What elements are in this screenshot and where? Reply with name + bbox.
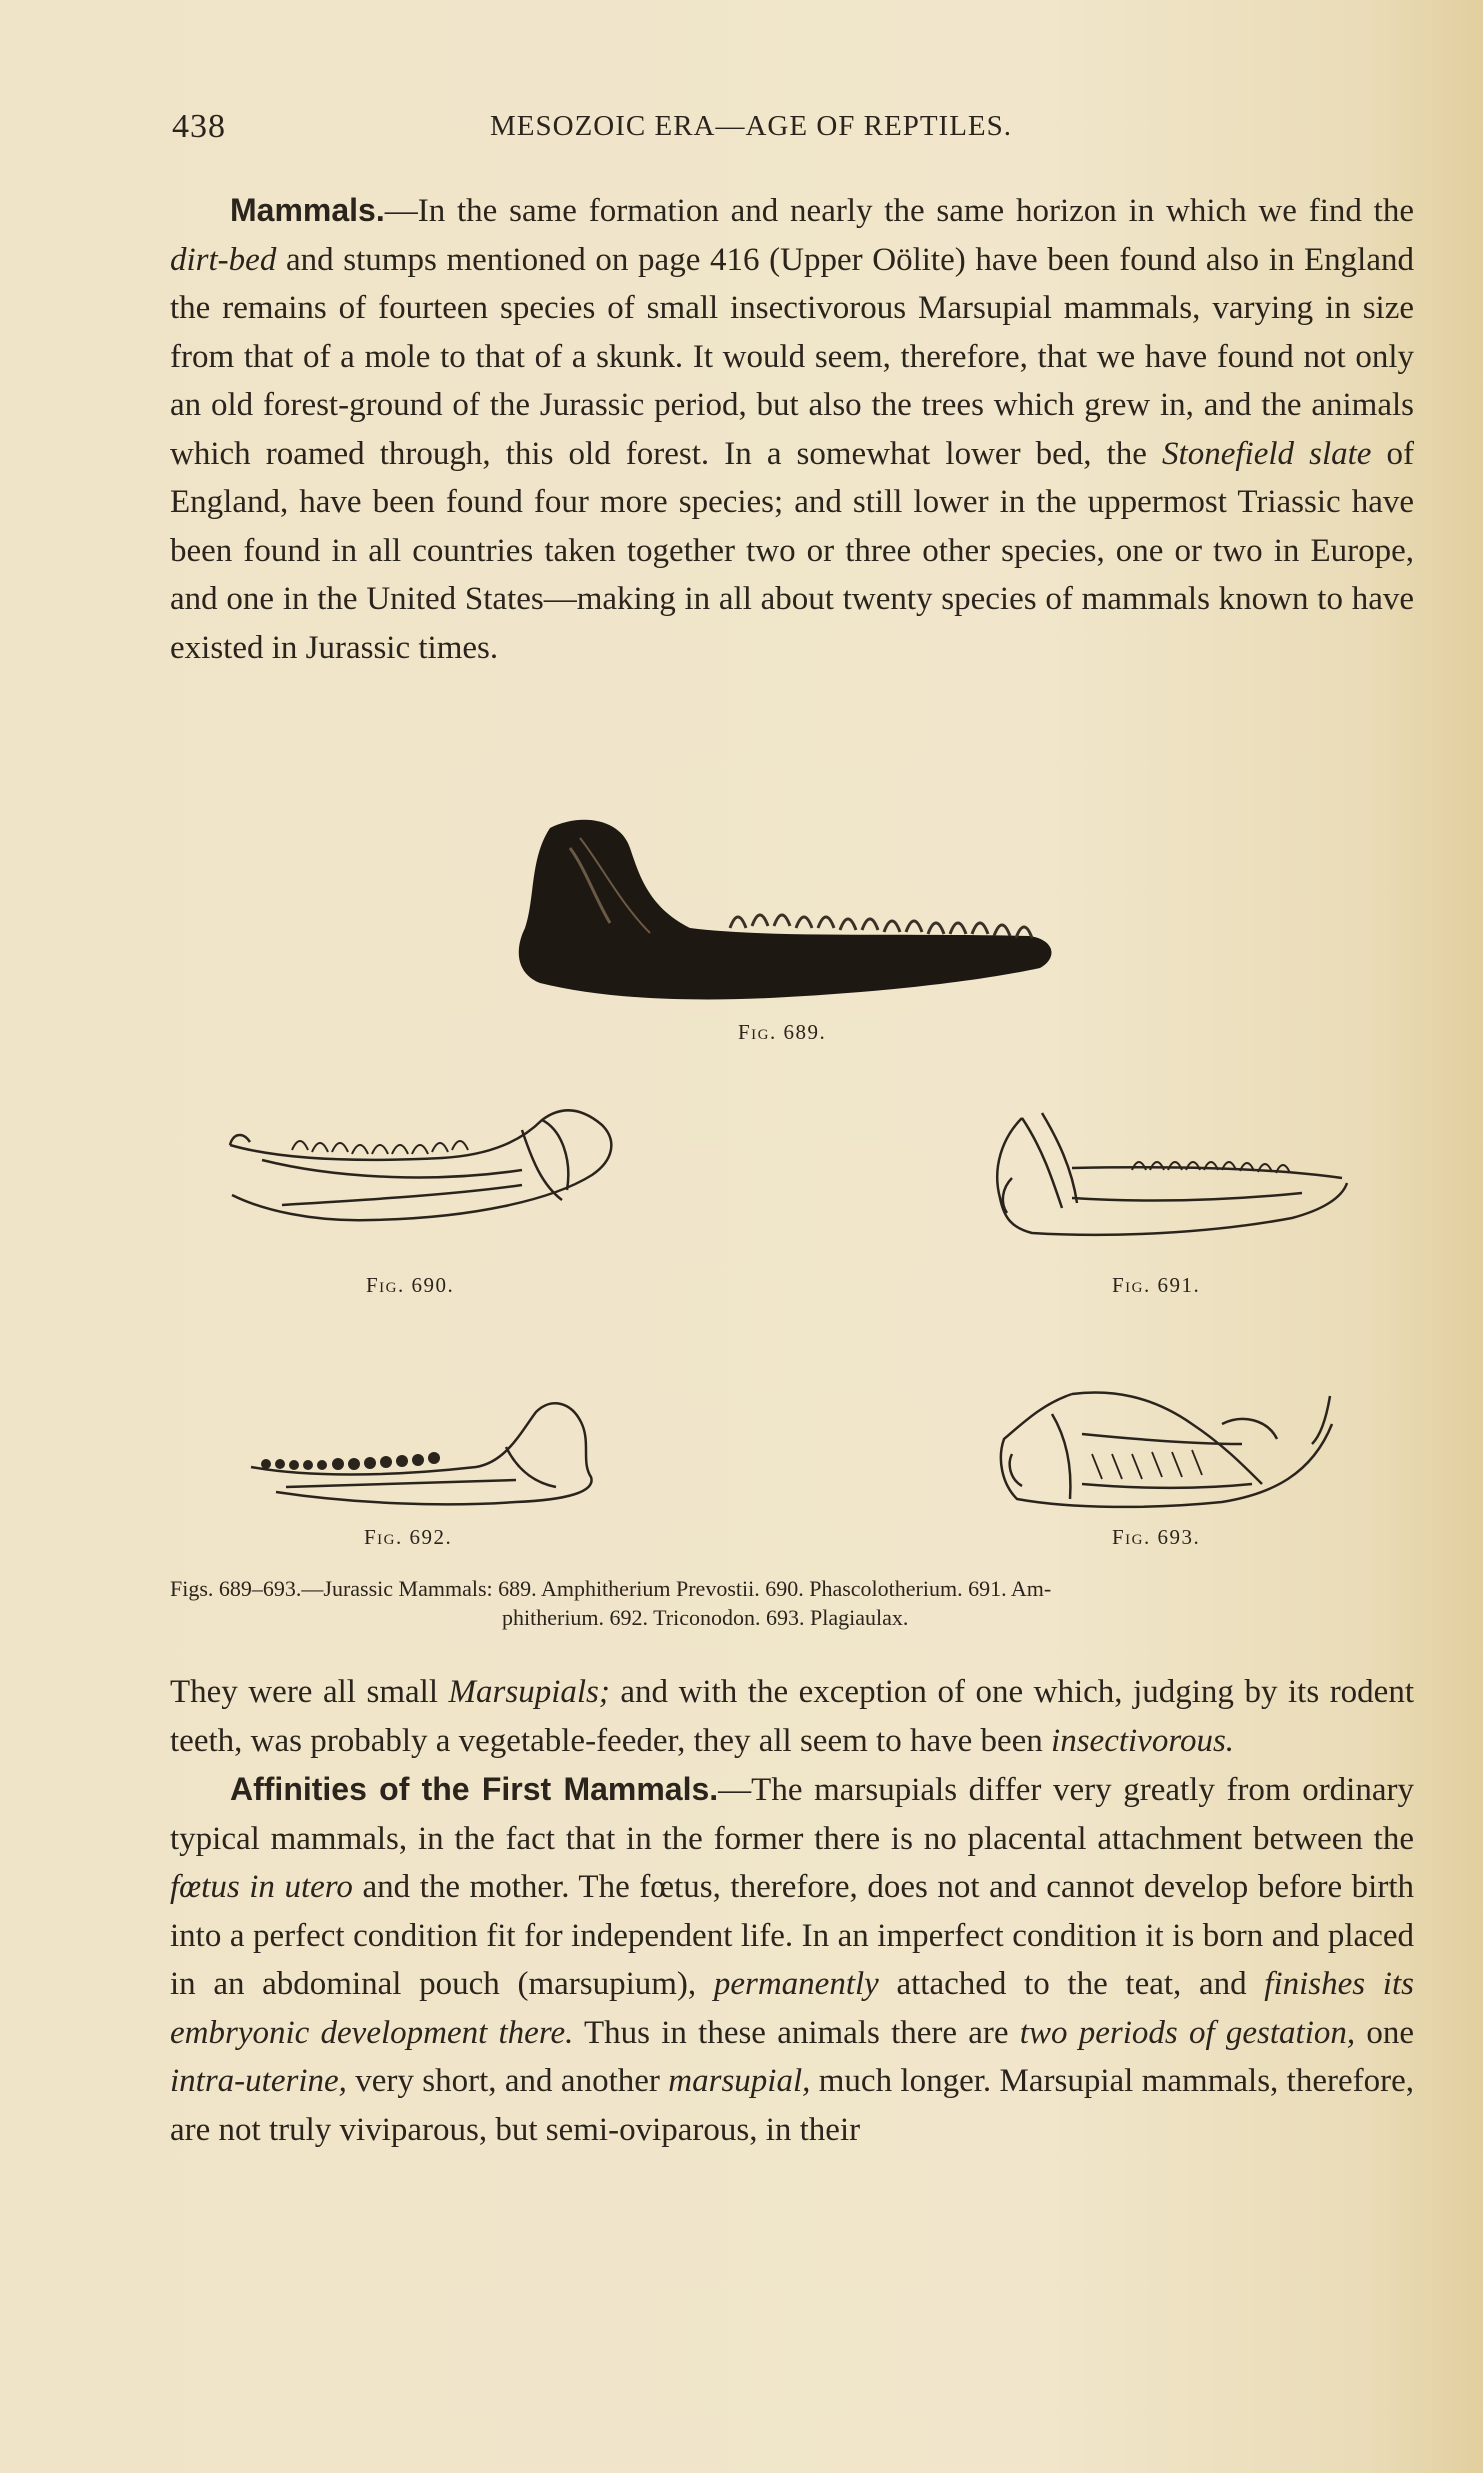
para-text: They were all small [170, 1674, 449, 1710]
figure-690-label: Fig. 690. [366, 1273, 455, 1297]
section-heading-mammals: Mammals. [230, 192, 385, 228]
figure-693-label: Fig. 693. [1112, 1525, 1201, 1549]
paragraph-marsupials [170, 1668, 1414, 2154]
section-heading-affinities: Affinities of the First Mammals. [230, 1771, 719, 1807]
figure-689 [510, 808, 1070, 1028]
italic-term: permanently [713, 1966, 879, 2002]
jaw-illustration-690 [222, 1100, 642, 1230]
para-text: and the mother. The fœtus, therefore, does not and cannot develop before birth into a perfect condition fit for independent life. In an imperfect condition it is born and placed in an abdominal pouch (marsupium), [170, 1869, 1415, 2002]
para-text: —The marsupials differ very greatly from ordinary typical mammals, in the fact that in the former there is no placental attachment between the [170, 1772, 1414, 1857]
caption-line: Figs. 689–693.—Jurassic Mammals: 689. Amphitherium Prevostii. 690. Phascolotherium. 691. Am- [170, 1576, 1052, 1601]
page-number: 438 [172, 108, 226, 145]
italic-term: Marsupials; [448, 1674, 610, 1710]
figure-691-label: Fig. 691. [1112, 1273, 1201, 1297]
figure-692-label: Fig. 692. [364, 1525, 453, 1549]
italic-term: dirt-bed [170, 241, 277, 278]
italic-term: two periods of gestation, [1019, 2014, 1356, 2051]
jaw-illustration-693 [992, 1384, 1352, 1534]
jaw-illustration-689 [510, 808, 1070, 1028]
page-header [172, 108, 1412, 148]
italic-term: fœtus in utero [170, 1869, 353, 1905]
para-text: one [1355, 2014, 1414, 2051]
para-text: —In the same formation and nearly the same horizon in which we find the [384, 193, 1414, 229]
figure-caption [170, 1574, 1414, 1632]
italic-term: Stonefield slate [1162, 435, 1372, 472]
figure-692 [246, 1392, 606, 1522]
figure-690 [222, 1100, 642, 1230]
para-text: and stumps mentioned on page 416 (Upper Oölite) have been found also in England the remains of fourteen species of small insectivorous Marsupial mammals, varying in size from that of a mole to that of a skunk. It would seem, therefore, that we have found not only an old forest-ground of the Jurassic period, but also the trees which grew in, and the animals which roamed through, this old forest. In a somewhat lower bed, the [170, 241, 1414, 472]
para-text: Thus in these animals there are [573, 2014, 1020, 2051]
figure-689-label: Fig. 689. [738, 1020, 827, 1044]
jaw-illustration-692 [246, 1392, 606, 1522]
caption-line: phitherium. 692. Triconodon. 693. Plagiaulax. [502, 1605, 909, 1630]
figure-693 [992, 1384, 1352, 1534]
para-text: of England, have been found four more species; and still lower in the uppermost Triassic have been found in all countries taken together two or three other species, one or two in Europe, and one in the United States—making in all about twenty species of mammals known to have existed in Jurassic times. [170, 435, 1415, 666]
figure-691 [972, 1108, 1352, 1268]
para-text: and with the exception of one which, judging by its rodent teeth, was probably a vegetable-feeder, they all seem to have been [170, 1674, 1414, 1759]
jaw-illustration-691 [972, 1108, 1352, 1268]
italic-term: intra-uterine, [170, 2063, 347, 2099]
para-text: attached to the teat, and [878, 1966, 1265, 2002]
italic-term: finishes its embryonic development there. [170, 1966, 1414, 2051]
italic-term: insectivorous. [1051, 1722, 1235, 1759]
para-text: very short, and another [346, 2063, 669, 2099]
running-head: MESOZOIC ERA—AGE OF REPTILES. [490, 110, 1013, 142]
paragraph-mammals [170, 186, 1414, 672]
italic-term: marsupial, [668, 2063, 811, 2099]
para-text: much longer. Marsupial mammals, therefore, are not truly viviparous, but semi-oviparous, in their [170, 2063, 1414, 2148]
